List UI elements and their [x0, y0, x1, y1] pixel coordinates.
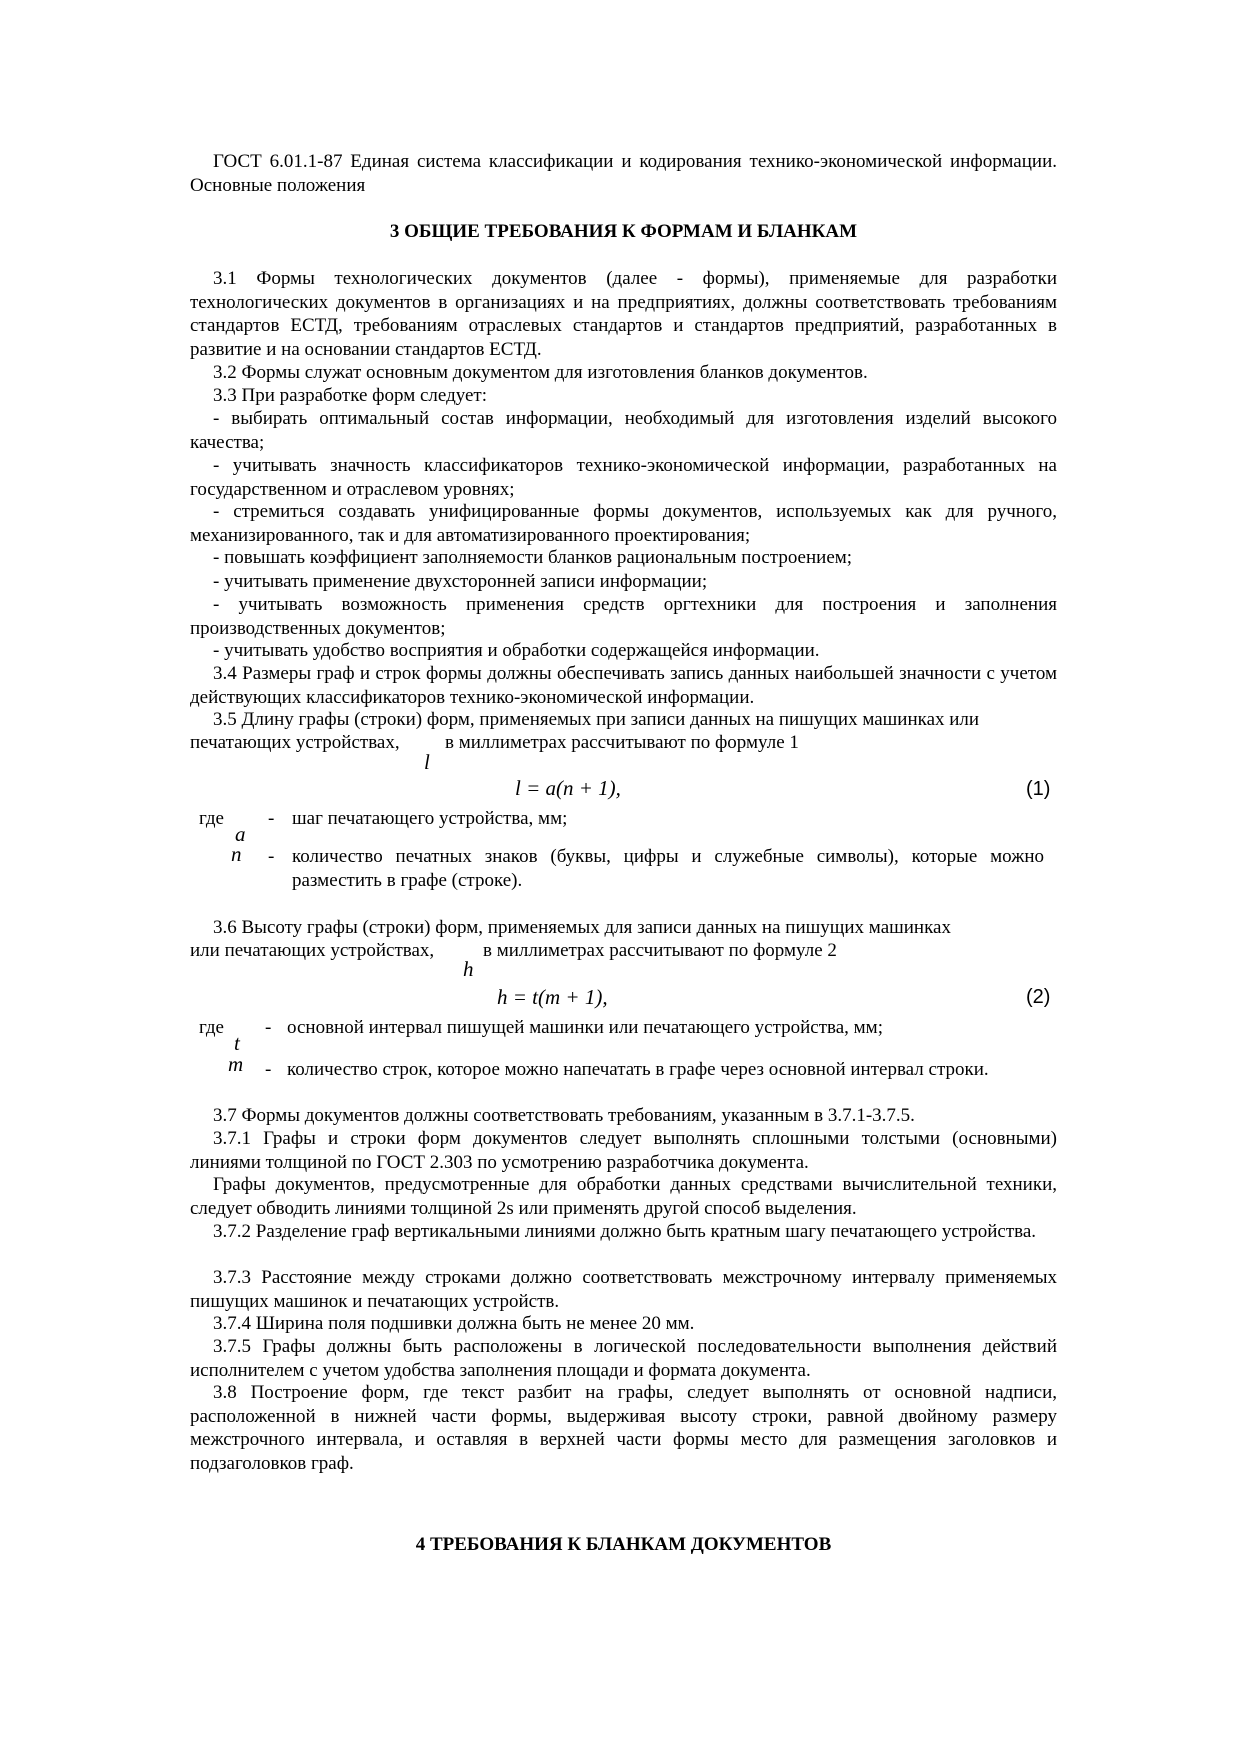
formula-1-number: (1) — [1026, 778, 1051, 800]
paragraph-3-6-part-c: в миллиметрах рассчитывают по формуле 2 — [483, 940, 837, 961]
list-item-2: - учитывать значность классификаторов технико-экономической информации, разработанных на государственном и отраслевом уровнях; — [190, 455, 1057, 500]
paragraph-3-3: 3.3 При разработке форм следует: — [213, 385, 487, 406]
paragraph-3-4: 3.4 Размеры граф и строк формы должны обеспечивать запись данных наибольшей значности с учетом действующих классификаторов технико-экономической информации. — [190, 663, 1057, 708]
list-item-5: - учитывать применение двухсторонней записи информации; — [213, 571, 708, 592]
formula-1: l = a(n + 1), — [515, 776, 621, 800]
dash-t: - — [265, 1017, 272, 1038]
definition-m: количество строк, которое можно напечатать в графе через основной интервал строки. — [287, 1059, 989, 1080]
dash-m: - — [265, 1059, 272, 1080]
paragraph-3-7-1-continued: Графы документов, предусмотренные для обработки данных средствами вычислительной техники, следует обводить линиями толщиной 2s или применять другой способ выделения. — [190, 1174, 1057, 1219]
paragraph-3-2: 3.2 Формы служат основным документом для изготовления бланков документов. — [213, 362, 868, 383]
list-item-6: - учитывать возможность применения средств оргтехники для построения и заполнения производственных документов; — [190, 594, 1057, 639]
paragraph-3-6-part-b: или печатающих устройствах, — [190, 940, 435, 961]
list-item-3: - стремиться создавать унифицированные формы документов, используемых как для ручного, механизированного, так и для автоматизированного проектирования; — [190, 501, 1057, 546]
dash-a: - — [268, 808, 275, 829]
paragraph-3-5-part-c: в миллиметрах рассчитывают по формуле 1 — [445, 732, 799, 753]
variable-n: n — [231, 842, 242, 866]
paragraph-3-7-3: 3.7.3 Расстояние между строками должно соответствовать межстрочному интервалу применяемых пишущих машинок и печатающих устройств. — [190, 1267, 1057, 1312]
paragraph-3-5-line1: 3.5 Длину графы (строки) форм, применяемых при записи данных на пишущих машинках или — [213, 709, 980, 730]
paragraph-3-7-1: 3.7.1 Графы и строки форм документов следует выполнять сплошными толстыми (основными) линиями толщиной по ГОСТ 2.303 по усмотрению разработчика документа. — [190, 1128, 1057, 1173]
paragraph-3-1: 3.1 Формы технологических документов (далее - формы), применяемые для разработки технологических документов в организациях и на предприятиях, должны соответствовать требованиям стандартов ЕСТД, требованиям отраслевых стандартов и стандартов предприятий, разработанных в развитие и на основании стандартов ЕСТД. — [190, 268, 1057, 360]
formula-2: h = t(m + 1), — [497, 985, 608, 1009]
paragraph-gost-reference: ГОСТ 6.01.1-87 Единая система классификации и кодирования технико-экономической информации. Основные положения — [190, 151, 1057, 196]
where-label-2: где — [199, 1017, 224, 1038]
variable-a: a — [235, 822, 246, 846]
where-label-1: где — [199, 808, 224, 829]
section-heading-3: 3 ОБЩИЕ ТРЕБОВАНИЯ К ФОРМАМ И БЛАНКАМ — [389, 221, 858, 242]
list-item-4: - повышать коэффициент заполняемости бланков рациональным построением; — [213, 547, 853, 568]
paragraph-3-6-line1: 3.6 Высоту графы (строки) форм, применяемых для записи данных на пишущих машинках — [213, 917, 951, 938]
paragraph-3-7-2: 3.7.2 Разделение граф вертикальными линиями должно быть кратным шагу печатающего устройства. — [213, 1221, 1037, 1242]
definition-a: шаг печатающего устройства, мм; — [292, 808, 568, 829]
definition-n: количество печатных знаков (буквы, цифры и служебные символы), которые можно разместить в графе (строке). — [292, 846, 1044, 891]
variable-t: t — [234, 1031, 240, 1055]
list-item-7: - учитывать удобство восприятия и обработки содержащейся информации. — [213, 640, 820, 661]
variable-m: m — [228, 1052, 244, 1076]
dash-n: - — [268, 846, 275, 867]
paragraph-3-7-4: 3.7.4 Ширина поля подшивки должна быть не менее 20 мм. — [213, 1313, 695, 1334]
section-heading-4: 4 ТРЕБОВАНИЯ К БЛАНКАМ ДОКУМЕНТОВ — [415, 1534, 832, 1555]
variable-h: h — [463, 957, 474, 981]
paragraph-3-5-part-b: печатающих устройствах, — [190, 732, 400, 753]
paragraph-3-7-5: 3.7.5 Графы должны быть расположены в логической последовательности выполнения действий исполнителем с учетом удобства заполнения площади и формата документа. — [190, 1336, 1057, 1381]
definition-t: основной интервал пишущей машинки или печатающего устройства, мм; — [287, 1017, 883, 1038]
paragraph-3-7: 3.7 Формы документов должны соответствовать требованиям, указанным в 3.7.1-3.7.5. — [213, 1105, 915, 1126]
formula-2-number: (2) — [1026, 986, 1051, 1008]
list-item-1: - выбирать оптимальный состав информации, необходимый для изготовления изделий высокого качества; — [190, 408, 1057, 453]
variable-l: l — [424, 750, 430, 774]
paragraph-3-8: 3.8 Построение форм, где текст разбит на графы, следует выполнять от основной надписи, расположенной в нижней части формы, выдерживая высоту строки, равной двойному размеру межстрочного интервала, и оставляя в верхней части формы место для размещения заголовков и подзаголовков граф. — [190, 1382, 1057, 1474]
